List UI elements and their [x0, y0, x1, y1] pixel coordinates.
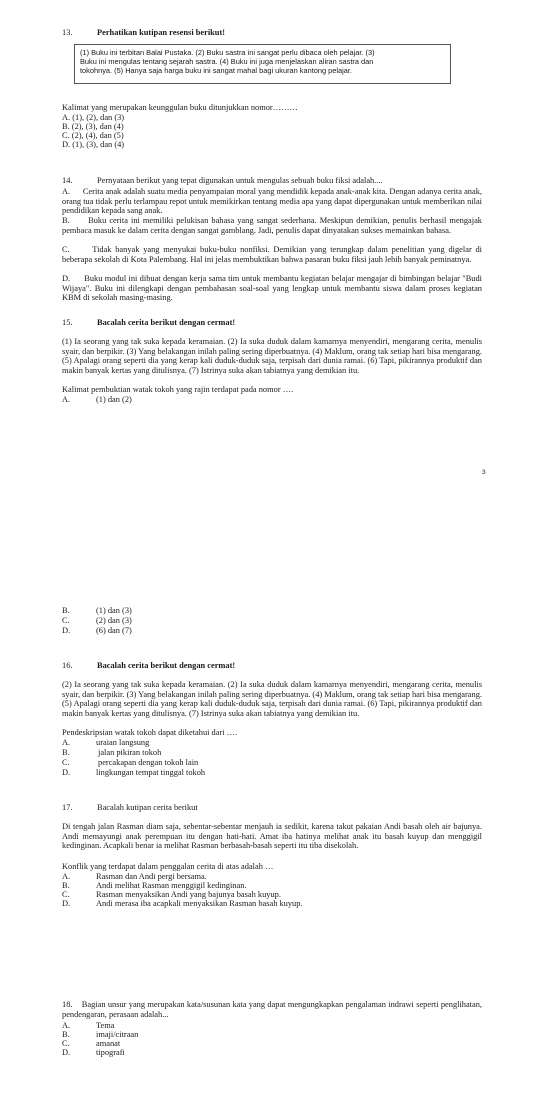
- option-letter: D.: [62, 626, 71, 635]
- question-number: 15.: [62, 318, 73, 327]
- option-b: [62, 606, 132, 616]
- option-letter: C.: [62, 245, 70, 254]
- option-text: Rasman menyaksikan Andi yang bajunya basah kuyup.: [96, 890, 281, 899]
- option: B. (2), (3), dan (4): [62, 122, 124, 131]
- option-text: (2) dan (3): [96, 616, 132, 625]
- option-text: imaji/citraan: [96, 1030, 139, 1039]
- option-letter: B.: [62, 606, 70, 615]
- question-text: Pernyataan berikut yang tepat digunakan untuk mengulas sebuah buku fiksi adalah....: [97, 176, 383, 185]
- question-body: Bagian unsur yang merupakan kata/susunan kata yang dapat mengungkapkan pengalaman indrawi seperti penglihatan, pendengaran, perasaan adalah...: [62, 1000, 483, 1019]
- resensi-box: [74, 44, 451, 84]
- option-text: (1) dan (3): [96, 606, 132, 615]
- option-text: (1) dan (2): [96, 395, 132, 404]
- box-line: (1) Buku ini terbitan Balai Pustaka. (2) Buku sastra ini sangat perlu dibaca oleh pelajar. (3): [80, 48, 375, 57]
- question-title: Bacalah cerita berikut dengan cermat!: [97, 318, 236, 327]
- option-text: Rasman dan Andi pergi bersama.: [96, 872, 207, 881]
- option-letter: C.: [62, 616, 70, 625]
- option-letter: D.: [62, 768, 71, 777]
- option: D. (1), (3), dan (4): [62, 140, 125, 149]
- page-number: 3: [482, 469, 486, 476]
- option-c: [62, 616, 132, 626]
- option-letter: A.: [62, 187, 71, 196]
- option-d: [62, 899, 303, 909]
- option-d: [62, 626, 132, 636]
- option-text: Andi melihat Rasman menggigil kedinginan.: [96, 881, 247, 890]
- option-text: jalan pikiran tokoh: [98, 748, 162, 757]
- option: C. (2), (4), dan (5): [62, 131, 124, 140]
- option-letter: D.: [62, 899, 71, 908]
- option-a: [62, 187, 482, 216]
- option-a: [62, 395, 132, 405]
- option-letter: A.: [62, 395, 71, 404]
- question-number: 16.: [62, 661, 73, 670]
- story-passage: Di tengah jalan Rasman diam saja, sebentar-sebentar menjauh ia sedikit, karena takut pakaian Andi basah oleh air bajunya. Andi memayungi anak perempuan itu dengan hati-hati. Amat iba hatinya melihat anak itu basah kuyup dan menggigil kedinginan. Acapkali benar ia melihat Rasman berbasah-basah seperti itu tiba disekolah.: [62, 822, 482, 851]
- question-text: Kalimat yang merupakan keunggulan buku ditunjukkan nomor………: [62, 103, 298, 112]
- option-d: [62, 768, 206, 778]
- question-text: [62, 1000, 482, 1019]
- question-text: Pendeskripsian watak tokoh dapat diketahui dari ….: [62, 728, 238, 737]
- story-passage: (2) Ia seorang yang tak suka kepada keramaian. (2) Ia suka duduk dalam kamarnya menyendiri, mengarang cerita, menulis syair, dan berpikir. (3) Yang belakangan inilah paling sering diperbuatnya. (4) Maklum, orang tak setiap hari bisa mengarang. (5) Apalagi orang seperti dia yang kerap kali duduk-duduk saja, terpisah dari dunia ramai. (6) Tapi, pikirannya produktif dan makin banyak kertas yang ditulisnya. (7) Istrinya suka akan tabiatnya yang demikian itu.: [62, 680, 482, 718]
- question-number: 17.: [62, 803, 73, 812]
- box-line: Buku ini mengulas tentang sejarah sastra. (4) Buku ini juga menjelaskan aliran sastra dan: [80, 57, 374, 67]
- question-number: 14.: [62, 176, 73, 185]
- option-b: [62, 216, 482, 235]
- story-passage: (1) Ia seorang yang tak suka kepada keramaian. (2) Ia suka duduk dalam kamarnya menyendiri, mengarang cerita, menulis syair, dan berpikir. (3) Yang belakangan inilah paling sering diperbuatnya. (4) Maklum, orang tak setiap hari bisa mengarang. (5) Apalagi orang seperti dia yang kerap kali duduk-duduk saja, terpisah dari dunia ramai. (6) Tapi, pikirannya produktif dan makin banyak kertas yang ditulisnya. (7) Istrinya suka akan tabiatnya yang demikian itu.: [62, 337, 482, 375]
- option-letter: A.: [62, 872, 71, 881]
- option-letter: A.: [62, 738, 71, 747]
- option-text: Tema: [96, 1021, 115, 1030]
- option-text: percakapan dengan tokoh lain: [98, 758, 199, 767]
- question-title: Bacalah cerita berikut dengan cermat!: [97, 661, 236, 670]
- option-b: [62, 748, 162, 758]
- option-a: [62, 738, 150, 748]
- option-c: [62, 758, 199, 768]
- option-text: Buku modul ini dibuat dengan kerja sama tim untuk membantu kegiatan belajar mengajar di bimbingan belajar "Budi Wijaya". Buku ini dilengkapi dengan pembahasan soal-soal yang lengkap untuk membantu siswa dalam proses kegiatan KBM di sekolah masing-masing.: [62, 274, 483, 303]
- question-number: 18.: [62, 1000, 73, 1009]
- option-text: lingkungan tempat tinggal tokoh: [96, 768, 206, 777]
- option-letter: B.: [62, 216, 70, 225]
- option-text: Tidak banyak yang menyukai buku-buku nonfiksi. Demikian yang terungkap dalam penelitian yang digelar di beberapa sekolah di Kota Palembang. Hal ini jelas membuktikan bahwa pasaran buku fiksi jauh lebih banyak peminatnya.: [62, 245, 483, 264]
- question-title: Perhatikan kutipan resensi berikut!: [97, 28, 226, 37]
- option-letter: C.: [62, 890, 70, 899]
- option-text: Andi merasa iba acapkali menyaksikan Rasman basah kuyup.: [96, 899, 303, 908]
- box-line: tokohnya. (5) Hanya saja harga buku ini sangat mahal bagi ukuran kantong pelajar.: [80, 66, 352, 76]
- question-text: Konflik yang terdapat dalam penggalan cerita di atas adalah …: [62, 862, 274, 871]
- option: A. (1), (2), dan (3): [62, 113, 125, 122]
- option-text: uraian langsung: [96, 738, 150, 747]
- option-text: tipografi: [96, 1048, 125, 1057]
- option-letter: B.: [62, 1030, 70, 1039]
- option-letter: D.: [62, 274, 71, 283]
- question-title: Bacalah kutipan cerita berikut: [97, 803, 198, 812]
- option-letter: B.: [62, 881, 70, 890]
- option-d: [62, 1048, 125, 1058]
- option-letter: D.: [62, 1048, 71, 1057]
- question-text: Kalimat pembuktian watak tokoh yang rajin terdapat pada nomor ….: [62, 385, 294, 394]
- option-letter: B.: [62, 748, 70, 757]
- option-letter: A.: [62, 1021, 71, 1030]
- option-d: [62, 274, 482, 303]
- option-c: [62, 245, 482, 264]
- option-text: amanat: [96, 1039, 121, 1048]
- question-number: 13.: [62, 28, 73, 37]
- option-letter: C.: [62, 1039, 70, 1048]
- option-text: (6) dan (7): [96, 626, 132, 635]
- option-text: Cerita anak adalah suatu media penyampaian moral yang mendidik kepada anak-anak kita. Dengan adanya cerita anak, orang tua tidak perlu terlampau repot untuk memikirkan tentang media apa yang dapat dipergunakan untuk memberikan nilai pendidikan kepada sang anak.: [62, 187, 482, 216]
- option-letter: C.: [62, 758, 70, 767]
- option-text: Buku cerita ini memiliki pelukisan bahasa yang sangat sederhana. Meskipun demikian, penulis berhasil mengajak pembaca masuk ke dalam cerita dengan sangat gamblang. Jadi, penulis dapat dinyatakan sukses memainkan bahasa.: [62, 216, 482, 235]
